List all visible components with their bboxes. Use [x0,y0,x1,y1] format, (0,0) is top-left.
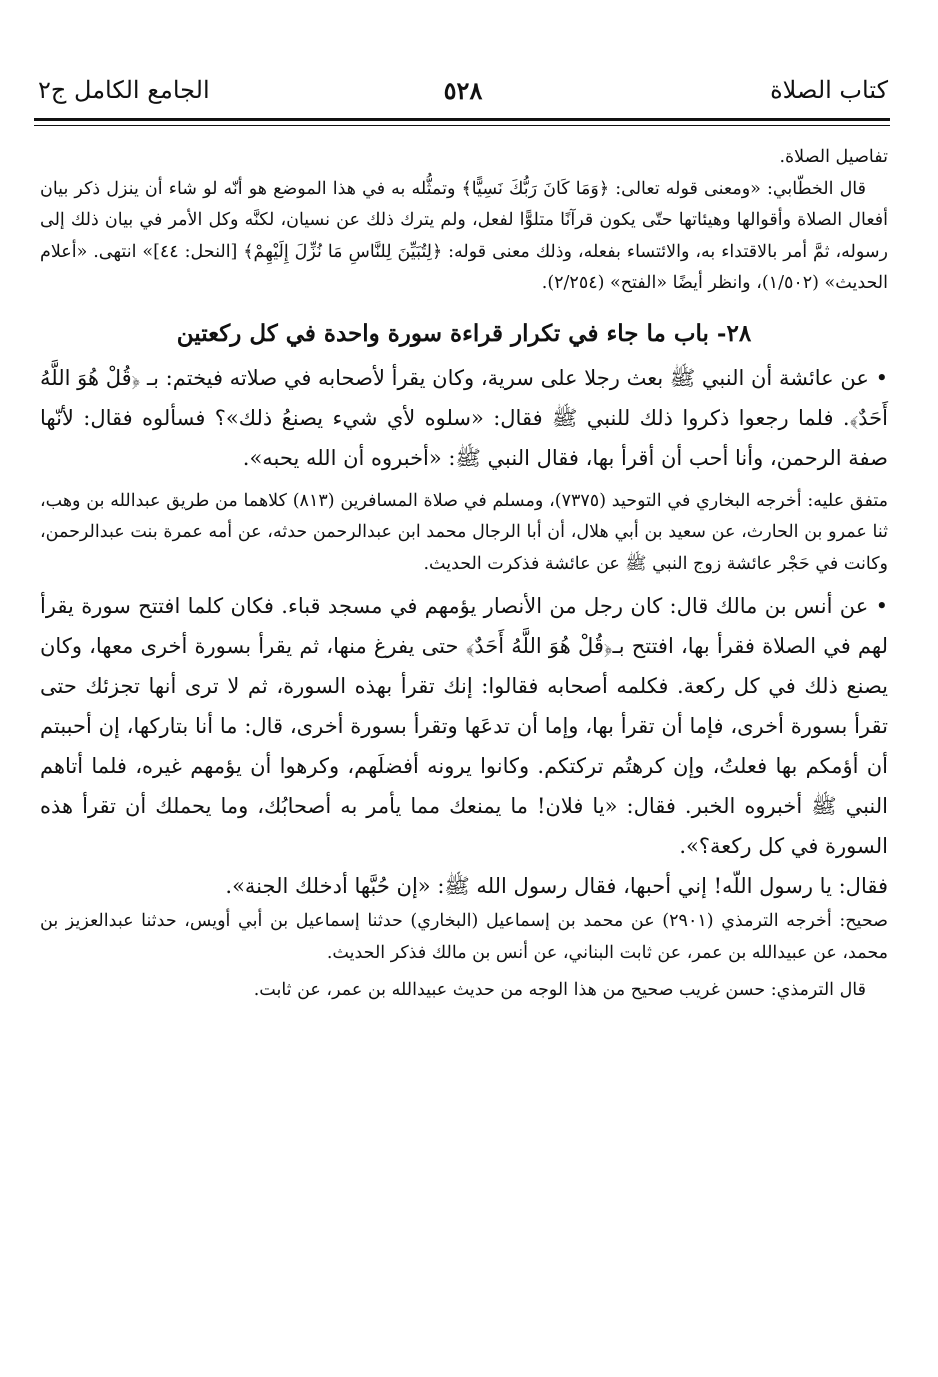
header-rule-thick [34,118,890,121]
page-header [38,76,888,116]
collection-title: الجامع الكامل ج٢ [38,76,210,104]
chapter-heading: ٢٨- باب ما جاء في تكرار قراءة سورة واحدة في كل ركعتين [176,319,752,347]
hadith-anas: • عن أنس بن مالك قال: كان رجل من الأنصار يؤمهم في مسجد قباء. فكان كلما افتتح سورة يقرأ لهم في الصلاة فقرأ بها، افتتح بـ﴿قُلْ هُوَ اللَّهُ أَحَدٌ﴾ حتى يفرغ منها، ثم يقرأ بسورة أخرى معها، وكان يصنع ذلك في كل ركعة. فكلمه أصحابه فقالوا: إنك تقرأ بهذه السورة، ثم لا ترى أنها تجزئك حتى تقرأ بسورة أخرى، فإما أن تقرأ بها، وإما أن تدعَها وتقرأ بسورة أخرى، قال: ما أنا بتاركها، إن أحببتم أن أؤمكم بها فعلتُ، وإن كرهتُم تركتكم. وكانوا يرونه أفضلَهم، وكرهوا أن يؤمهم غيره، فلما أتاهم النبي ﷺ أخبروه الخبر. فقال: «يا فلان! ما يمنعك مما يأمر به أصحابُك، وما يحملك أن تقرأ هذه السورة في كل ركعة؟». [40,594,888,858]
tirmidhi-grading: قال الترمذي: حسن غريب صحيح من هذا الوجه من حديث عبيدالله بن عمر، عن ثابت. [253,980,866,1000]
book-title: كتاب الصلاة [770,76,888,104]
hadith-anas-ending: فقال: يا رسول اللّه! إني أحبها، فقال رسول الله ﷺ: «إن حُبَّها أدخلك الجنة». [225,874,888,898]
page-body [40,142,888,1007]
page-number: ٥٢٨ [443,76,483,105]
commentary-end: تفاصيل الصلاة. [779,147,888,167]
header-rule-thin [34,125,890,126]
khattabi-commentary: قال الخطّابي: «ومعنى قوله تعالى: ﴿وَمَا كَانَ رَبُّكَ نَسِيًّا﴾ وتمثُّله به في هذا الموضع هو أنّه لو شاء أن ينزل ذكر بيان أفعال الصلاة وأقوالها وهيئاتها حتّى يكون قرآنًا متلوًّا لفعل، ولم يترك ذلك عن نسيان، لكنَّه وكل الأمر في بيان ذلك إلى رسوله، ثمَّ أمر بالاقتداء به، والائتساء بفعله، وذلك معنى قوله: ﴿لِتُبَيِّنَ لِلنَّاسِ مَا نُزِّلَ إِلَيْهِمْ﴾ [النحل: ٤٤]» انتهى. «أعلام الحديث» (١/٥٠٢)، وانظر أيضًا «الفتح» (٢/٢٥٤). [40,178,888,293]
hadith-aisha: • عن عائشة أن النبي ﷺ بعث رجلا على سرية، وكان يقرأ لأصحابه في صلاته فيختم: بـ ﴿قُلْ هُوَ اللَّهُ أَحَدٌ﴾. فلما رجعوا ذكروا ذلك للنبي ﷺ فقال: «سلوه لأي شيء يصنعُ ذلك»؟ فسألوه فقال: لأنّها صفة الرحمن، وأنا أحب أن أقرأ بها، فقال النبي ﷺ: «أخبروه أن الله يحبه». [40,365,888,470]
takhrij-note-aisha: متفق عليه: أخرجه البخاري في التوحيد (٧٣٧٥)، ومسلم في صلاة المسافرين (٨١٣) كلاهما من طريق عبدالله بن وهب، ثنا عمرو بن الحارث، عن سعيد بن أبي هلال، أن أبا الرجال محمد ابن عبدالرحمن حدثه، عن أمه عمرة بنت عبدالرحمن، وكانت في حَجْر عائشة زوج النبي ﷺ عن عائشة فذكرت الحديث. [40,490,889,574]
takhrij-note-tirmidhi: صحيح: أخرجه الترمذي (٢٩٠١) عن محمد بن إسماعيل (البخاري) حدثنا إسماعيل بن أبي أويس، حدثنا عبدالعزيز بن محمد، عن عبيدالله بن عمر، عن ثابت البناني، عن أنس بن مالك فذكر الحديث. [40,911,888,963]
